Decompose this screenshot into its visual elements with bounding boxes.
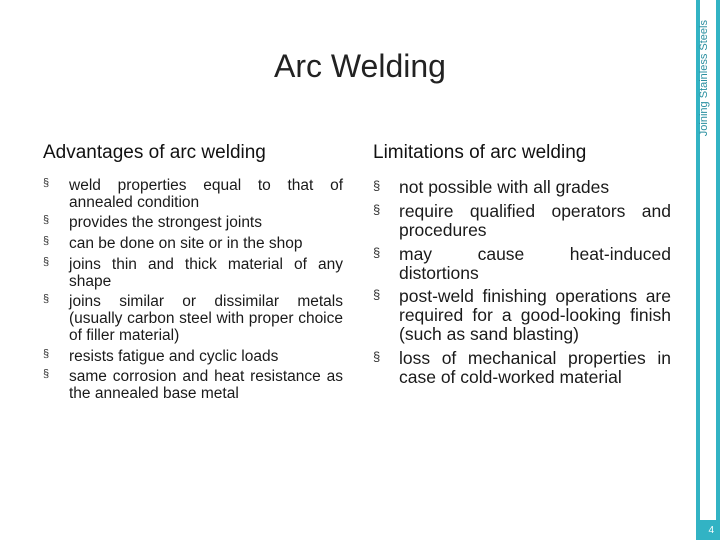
limitations-heading: Limitations of arc welding — [373, 142, 587, 163]
bullet-icon: § — [43, 255, 50, 268]
bullet-icon: § — [43, 368, 50, 381]
bullet-icon: § — [373, 349, 381, 365]
list-item — [373, 287, 671, 344]
bullet-icon: § — [43, 293, 50, 306]
list-item — [373, 178, 671, 197]
list-item-text: post-weld finishing operations are required for a good-looking finish (such as sand blasting) — [399, 286, 671, 345]
bullet-icon: § — [373, 201, 381, 217]
advantages-list — [43, 178, 343, 403]
list-item — [373, 245, 671, 283]
limitations-list — [373, 178, 671, 387]
list-item-text: require qualified operators and procedures — [399, 200, 671, 240]
list-item-text: provides the strongest joints — [69, 214, 262, 232]
list-item-text: same corrosion and heat resistance as the annealed base metal — [69, 368, 343, 403]
list-item — [43, 349, 343, 366]
bullet-icon: § — [43, 177, 50, 189]
advantages-column — [43, 142, 343, 407]
list-item-text: joins thin and thick material of any shape — [69, 255, 343, 290]
list-item — [373, 349, 671, 387]
bullet-icon: § — [43, 347, 50, 360]
page-title: Arc Welding — [274, 48, 446, 84]
list-item-text: may cause heat-induced distortions — [399, 243, 671, 283]
list-item — [43, 294, 343, 344]
bullet-icon: § — [373, 287, 381, 303]
limitations-column — [373, 142, 671, 392]
list-item — [43, 215, 343, 232]
page-number: 4 — [708, 525, 714, 536]
list-item — [43, 257, 343, 290]
list-item-text: can be done on site or in the shop — [69, 235, 303, 253]
list-item-text: joins similar or dissimilar metals (usually carbon steel with proper choice of filler material) — [69, 293, 343, 344]
list-item-text: loss of mechanical properties in case of cold-worked material — [399, 348, 671, 388]
list-item — [43, 369, 343, 402]
list-item-text: weld properties equal to that of annealed condition — [69, 177, 343, 211]
bullet-icon: § — [43, 235, 50, 248]
list-item — [43, 178, 343, 211]
bullet-icon: § — [373, 178, 381, 193]
list-item-text: not possible with all grades — [399, 177, 610, 197]
list-item — [373, 202, 671, 240]
advantages-heading: Advantages of arc welding — [43, 142, 266, 163]
bullet-icon: § — [43, 214, 50, 227]
side-label: Joining Stainless Steels — [698, 19, 710, 137]
list-item-text: resists fatigue and cyclic loads — [69, 347, 279, 365]
bullet-icon: § — [373, 244, 381, 260]
list-item — [43, 236, 343, 253]
